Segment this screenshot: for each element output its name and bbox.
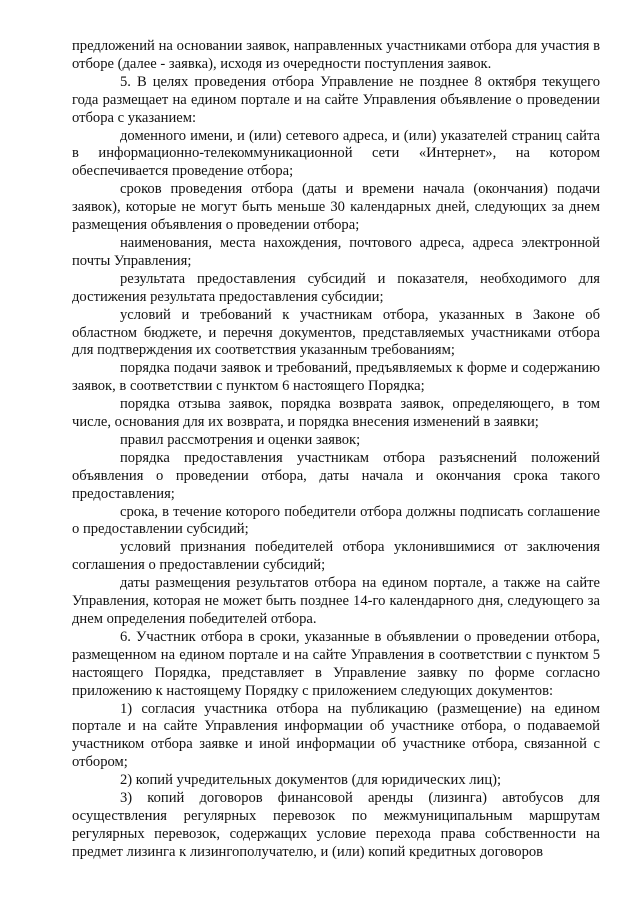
paragraph-withdrawal-order: порядка отзыва заявок, порядка возврата заявок, определяющего, в том числе, основания для их возврата, и порядка внесения изменений в заявки; — [72, 396, 600, 431]
paragraph-result: результата предоставления субсидий и показателя, необходимого для достижения результата предоставления субсидии; — [72, 270, 600, 305]
paragraph-conditions: условий и требований к участникам отбора, указанных в Законе об областном бюджете, и перечня документов, представляемых участниками отбора для подтверждения их соответствия указанным требованиям; — [72, 306, 600, 359]
list-item-1: 1) согласия участника отбора на публикацию (размещение) на едином портале и на сайте Управления информации об участнике отбора, о подаваемой участником отбора заявке и иной информации об участнике отбора, связанной с отбором; — [72, 700, 600, 771]
paragraph-item-6: 6. Участник отбора в сроки, указанные в объявлении о проведении отбора, размещенном на едином портале и на сайте Управления в соответствии с пунктом 5 настоящего Порядка, представляет в Управление заявку по форме согласно приложению к настоящему Порядку с приложением следующих документов: — [72, 628, 600, 699]
list-item-2: 2) копий учредительных документов (для юридических лиц); — [120, 772, 502, 789]
paragraph-terms: сроков проведения отбора (даты и времени начала (окончания) подачи заявок), которые не могут быть меньше 30 календарных дней, следующих за днем размещения объявления о проведении отбора; — [72, 181, 600, 234]
paragraph-continuation: предложений на основании заявок, направленных участниками отбора для участия в отборе (далее - заявка), исходя из очередности поступления заявок. — [72, 38, 600, 72]
list-item-3: 3) копий договоров финансовой аренды (лизинга) автобусов для осуществления регулярных перевозок по межмуниципальным маршрутам регулярных перевозок, содержащих условие перехода права собственности на предмет лизинга к лизингополучателю, и (или) копий кредитных договоров — [72, 790, 600, 860]
paragraph-results-date: даты размещения результатов отбора на едином портале, а также на сайте Управления, которая не может быть позднее 14-го календарного дня, следующего за днем определения победителей отбора. — [72, 575, 600, 627]
paragraph-submission-order: порядка подачи заявок и требований, предъявляемых к форме и содержанию заявок, в соответствии с пунктом 6 настоящего Порядка; — [72, 360, 600, 395]
paragraph-signing-term: срока, в течение которого победители отбора должны подписать соглашение о предоставлении субсидий; — [72, 503, 600, 538]
paragraph-clarifications: порядка предоставления участникам отбора разъяснений положений объявления о проведении отбора, даты начала и окончания срока такого предоставления; — [72, 449, 600, 502]
paragraph-review-rules: правил рассмотрения и оценки заявок; — [120, 431, 361, 448]
paragraph-item-5: 5. В целях проведения отбора Управление не позднее 8 октября текущего года размещает на едином портале и на сайте Управления объявление о проведении отбора с указанием: — [72, 73, 600, 126]
paragraph-name-address: наименования, места нахождения, почтового адреса, адреса электронной почты Управления; — [72, 234, 600, 269]
paragraph-evasion-conditions: условий признания победителей отбора уклонившимися от заключения соглашения о предоставлении субсидий; — [72, 539, 600, 574]
paragraph-domain: доменного имени, и (или) сетевого адреса, и (или) указателей страниц сайта в информационно-телекоммуникационной сети «Интернет», на котором обеспечивается проведение отбора; — [72, 127, 600, 180]
document-page — [72, 38, 600, 862]
